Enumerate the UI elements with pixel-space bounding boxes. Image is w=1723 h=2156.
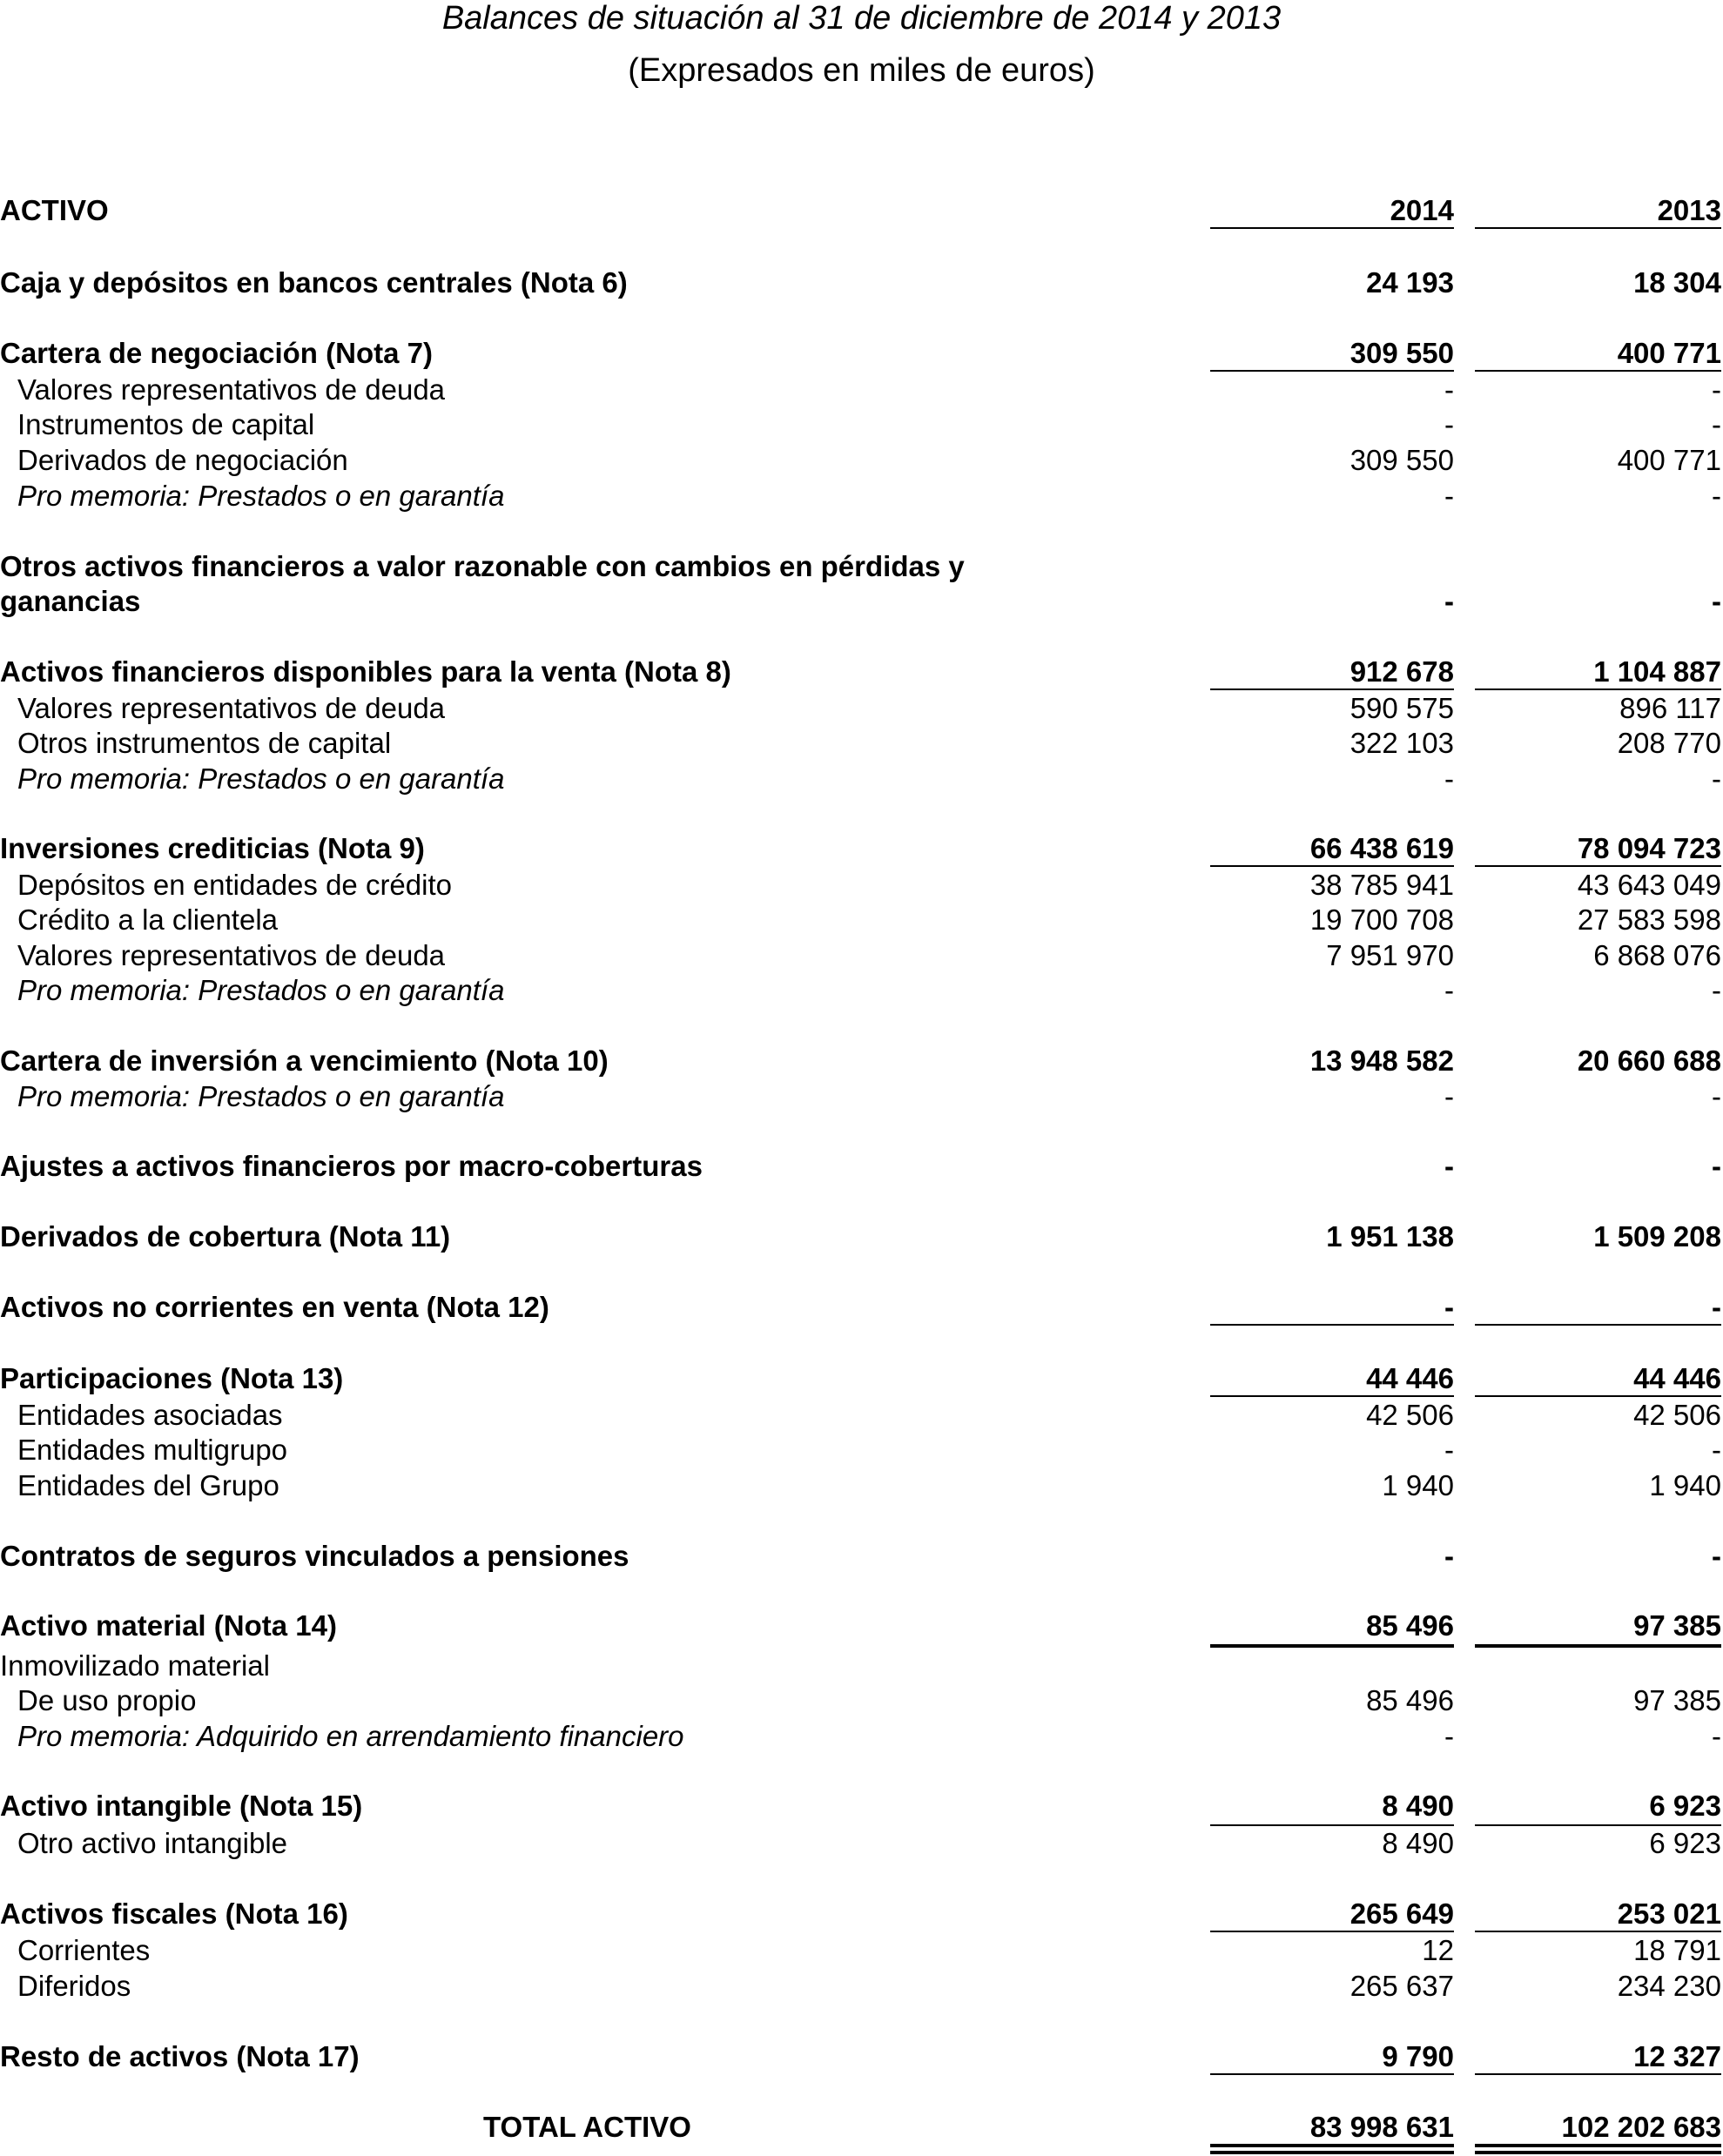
subtotal-rule: [1475, 688, 1721, 690]
row-label-otros-activos-financieros-a-valor-razonable-con-: Otros activos financieros a valor razonable con cambios en pérdidas y: [0, 550, 965, 582]
total-rule: [1210, 2144, 1454, 2147]
value-2014: 42 506: [1366, 1399, 1454, 1431]
value-2013: 44 446: [1633, 1362, 1721, 1394]
table-row: [0, 973, 1723, 1008]
table-row: [0, 443, 1723, 478]
row-label-activos-no-corrientes-en-venta-nota-12: Activos no corrientes en venta (Nota 12): [0, 1291, 549, 1323]
table-row: [0, 1290, 1723, 1325]
table-row: [0, 1433, 1723, 1468]
table-row: [0, 1789, 1723, 1824]
value-2014: -: [1444, 1540, 1454, 1572]
value-2014: 309 550: [1349, 444, 1454, 476]
table-row: [0, 2039, 1723, 2074]
value-2013: -: [1712, 1291, 1721, 1323]
subtotal-rule: [1475, 865, 1721, 867]
row-label-entidades-multigrupo: Entidades multigrupo: [17, 1434, 288, 1466]
row-label-depositos-en-entidades-de-credito: Depósitos en entidades de crédito: [17, 869, 452, 901]
row-label-inmovilizado-material: Inmovilizado material: [0, 1649, 270, 1682]
row-label-total-activo: TOTAL ACTIVO: [483, 2111, 691, 2143]
value-2013: -: [1712, 1434, 1721, 1466]
value-2013: -: [1712, 1540, 1721, 1572]
row-label-contratos-de-seguros-vinculados-a-pensiones: Contratos de seguros vinculados a pensiones: [0, 1540, 629, 1572]
row-label-inversiones-crediticias-nota-9: Inversiones crediticias (Nota 9): [0, 832, 425, 864]
table-row: [0, 726, 1723, 761]
total-rule: [1475, 2151, 1721, 2154]
table-row: [0, 584, 1723, 619]
row-label-pro-memoria-prestados-o-en-garantia: Pro memoria: Prestados o en garantía: [17, 480, 505, 512]
value-2013: 400 771: [1617, 337, 1721, 369]
value-2014: 7 951 970: [1326, 939, 1454, 971]
value-2014: -: [1444, 480, 1454, 512]
row-label-pro-memoria-adquirido-en-arrendamiento-financier: Pro memoria: Adquirido en arrendamiento financiero: [17, 1720, 684, 1752]
value-2014: -: [1444, 1291, 1454, 1323]
value-2013: -: [1712, 1150, 1721, 1182]
subtotal-rule: [1475, 1395, 1721, 1397]
value-2014: 85 496: [1366, 1609, 1454, 1642]
value-2014: 24 193: [1366, 266, 1454, 299]
subtotal-rule: [1475, 370, 1721, 372]
row-label-activo-material-nota-14: Activo material (Nota 14): [0, 1609, 337, 1642]
subtotal-rule: [1210, 370, 1454, 372]
rule: [1210, 227, 1454, 229]
table-row: [0, 407, 1723, 442]
page-subtitle: (Expresados en miles de euros): [628, 52, 1095, 89]
subtotal-rule: [1475, 1324, 1721, 1326]
value-2013: 102 202 683: [1561, 2111, 1721, 2143]
value-2014: -: [1444, 373, 1454, 406]
row-label-activos-fiscales-nota-16: Activos fiscales (Nota 16): [0, 1897, 348, 1930]
value-2013: 27 583 598: [1577, 903, 1721, 936]
table-row: [0, 1933, 1723, 1968]
row-label-valores-representativos-de-deuda: Valores representativos de deuda: [17, 373, 446, 406]
subtotal-rule: [1210, 2073, 1454, 2075]
table-row: [0, 1219, 1723, 1254]
value-2013: -: [1712, 585, 1721, 617]
row-label-pro-memoria-prestados-o-en-garantia: Pro memoria: Prestados o en garantía: [17, 974, 505, 1006]
table-row: [0, 479, 1723, 514]
value-2013: 1 509 208: [1593, 1220, 1721, 1253]
row-label-cartera-de-negociacion-nota-7: Cartera de negociación (Nota 7): [0, 337, 433, 369]
value-2013: 18 304: [1633, 266, 1721, 299]
page-title: Balances de situación al 31 de diciembre de 2014 y 2013: [441, 0, 1282, 37]
value-2014: 309 550: [1349, 337, 1454, 369]
table-row: [0, 1149, 1723, 1184]
table-row: [0, 1826, 1723, 1861]
value-2014: 12: [1422, 1934, 1454, 1966]
table-row: [0, 1468, 1723, 1503]
value-2013: -: [1712, 762, 1721, 795]
table-row: [0, 1649, 1723, 1683]
value-2014: 1 940: [1382, 1469, 1454, 1501]
table-row: [0, 762, 1723, 796]
subtotal-rule: [1475, 1931, 1721, 1932]
row-label-derivados-de-cobertura-nota-11: Derivados de cobertura (Nota 11): [0, 1220, 451, 1253]
value-2014: 912 678: [1349, 655, 1454, 688]
table-row: [0, 691, 1723, 726]
value-2013: 234 230: [1617, 1970, 1721, 2002]
row-label-de-uso-propio: De uso propio: [17, 1684, 197, 1716]
value-2013: 896 117: [1619, 692, 1721, 724]
table-row: [0, 1398, 1723, 1433]
total-rule: [1475, 1644, 1721, 1648]
row-label-derivados-de-negociacion: Derivados de negociación: [17, 444, 348, 476]
subtotal-rule: [1210, 688, 1454, 690]
row-label-entidades-del-grupo: Entidades del Grupo: [17, 1469, 279, 1501]
value-2014: 66 438 619: [1309, 832, 1454, 864]
row-label-pro-memoria-prestados-o-en-garantia: Pro memoria: Prestados o en garantía: [17, 1080, 505, 1112]
row-label-cartera-de-inversion-a-vencimiento-nota-10: Cartera de inversión a vencimiento (Nota 10): [0, 1044, 609, 1077]
value-2014: 322 103: [1349, 727, 1454, 759]
table-row: [0, 1539, 1723, 1574]
value-2014: -: [1444, 1080, 1454, 1112]
value-2014: 44 446: [1366, 1362, 1454, 1394]
value-2013: 12 327: [1633, 2040, 1721, 2072]
table-row: [0, 1719, 1723, 1754]
subtotal-rule: [1210, 1931, 1454, 1932]
table-row: [0, 549, 1723, 584]
row-label-credito-a-la-clientela: Crédito a la clientela: [17, 903, 278, 936]
value-2014: -: [1444, 762, 1454, 795]
value-2014: 265 637: [1349, 1970, 1454, 2002]
value-2014: -: [1444, 1434, 1454, 1466]
row-label-otro-activo-intangible: Otro activo intangible: [17, 1827, 288, 1859]
row-label-activo-intangible-nota-15: Activo intangible (Nota 15): [0, 1790, 363, 1822]
table-row: [0, 868, 1723, 903]
value-2014: 83 998 631: [1309, 2111, 1454, 2143]
value-2014: -: [1444, 408, 1454, 440]
table-row: [0, 1361, 1723, 1396]
row-label-caja-y-depositos-en-bancos-centrales-nota-6: Caja y depósitos en bancos centrales (Nota 6): [0, 266, 628, 299]
value-2014: 8 490: [1382, 1827, 1454, 1859]
table-row: [0, 938, 1723, 973]
value-2013: -: [1712, 974, 1721, 1006]
header-label: ACTIVO: [0, 194, 109, 226]
total-rule: [1210, 2151, 1454, 2154]
value-2014: 8 490: [1382, 1790, 1454, 1822]
value-2013: -: [1712, 1080, 1721, 1112]
table-row: [0, 1969, 1723, 2004]
value-2014: 19 700 708: [1309, 903, 1454, 936]
subtotal-rule: [1210, 865, 1454, 867]
value-2013: -: [1712, 408, 1721, 440]
row-label-instrumentos-de-capital: Instrumentos de capital: [17, 408, 315, 440]
value-2013: 18 791: [1633, 1934, 1721, 1966]
value-2013: 6 868 076: [1593, 939, 1721, 971]
value-2014: -: [1444, 1720, 1454, 1752]
value-2013: 20 660 688: [1577, 1044, 1721, 1077]
subtotal-rule: [1210, 1324, 1454, 1326]
value-2014: 38 785 941: [1309, 869, 1454, 901]
value-2013: 6 923: [1649, 1827, 1721, 1859]
table-row: [0, 655, 1723, 689]
table-row: [0, 1683, 1723, 1718]
row-label-corrientes: Corrientes: [17, 1934, 151, 1966]
value-2013: 400 771: [1617, 444, 1721, 476]
row-label-resto-de-activos-nota-17: Resto de activos (Nota 17): [0, 2040, 360, 2072]
row-label-entidades-asociadas: Entidades asociadas: [17, 1399, 283, 1431]
value-2013: 97 385: [1633, 1684, 1721, 1716]
value-2013: 97 385: [1633, 1609, 1721, 1642]
table-row: [0, 336, 1723, 371]
value-2013: 1 940: [1649, 1469, 1721, 1501]
row-label-valores-representativos-de-deuda: Valores representativos de deuda: [17, 692, 446, 724]
value-2013: 253 021: [1617, 1897, 1721, 1930]
table-row: [0, 373, 1723, 407]
value-2013: -: [1712, 1720, 1721, 1752]
row-label-ajustes-a-activos-financieros-por-macro-cobertur: Ajustes a activos financieros por macro-coberturas: [0, 1150, 703, 1182]
value-2013: 1 104 887: [1593, 655, 1721, 688]
row-label-valores-representativos-de-deuda: Valores representativos de deuda: [17, 939, 446, 971]
value-2014: -: [1444, 585, 1454, 617]
value-2013: 43 643 049: [1577, 869, 1721, 901]
table-row: [0, 265, 1723, 300]
table-row: [0, 1079, 1723, 1114]
table-row: [0, 1044, 1723, 1078]
value-2014: -: [1444, 1150, 1454, 1182]
rule: [1475, 227, 1721, 229]
table-row: [0, 903, 1723, 937]
row-label-activos-financieros-disponibles-para-la-venta-no: Activos financieros disponibles para la venta (Nota 8): [0, 655, 731, 688]
table-row: [0, 1897, 1723, 1931]
header-col-2013: 2013: [1657, 194, 1721, 226]
row-label-ganancias: ganancias: [0, 585, 141, 617]
value-2014: 265 649: [1349, 1897, 1454, 1930]
row-label-pro-memoria-prestados-o-en-garantia: Pro memoria: Prestados o en garantía: [17, 762, 505, 795]
value-2014: 85 496: [1366, 1684, 1454, 1716]
value-2014: 13 948 582: [1309, 1044, 1454, 1077]
value-2013: 208 770: [1617, 727, 1721, 759]
row-label-participaciones-nota-13: Participaciones (Nota 13): [0, 1362, 344, 1394]
table-row: [0, 1609, 1723, 1643]
row-label-diferidos: Diferidos: [17, 1970, 131, 2002]
table-row: [0, 2110, 1723, 2145]
value-2013: 78 094 723: [1577, 832, 1721, 864]
header-col-2014: 2014: [1390, 194, 1454, 226]
header-row: [0, 193, 1723, 228]
total-rule: [1210, 1644, 1454, 1648]
value-2014: 9 790: [1382, 2040, 1454, 2072]
value-2013: -: [1712, 373, 1721, 406]
value-2014: 590 575: [1349, 692, 1454, 724]
row-label-otros-instrumentos-de-capital: Otros instrumentos de capital: [17, 727, 392, 759]
value-2013: 6 923: [1649, 1790, 1721, 1822]
value-2014: 1 951 138: [1326, 1220, 1454, 1253]
value-2014: -: [1444, 974, 1454, 1006]
table-row: [0, 831, 1723, 866]
subtotal-rule: [1210, 1395, 1454, 1397]
value-2013: 42 506: [1633, 1399, 1721, 1431]
subtotal-rule: [1475, 2073, 1721, 2075]
value-2013: -: [1712, 480, 1721, 512]
total-rule: [1475, 2144, 1721, 2147]
